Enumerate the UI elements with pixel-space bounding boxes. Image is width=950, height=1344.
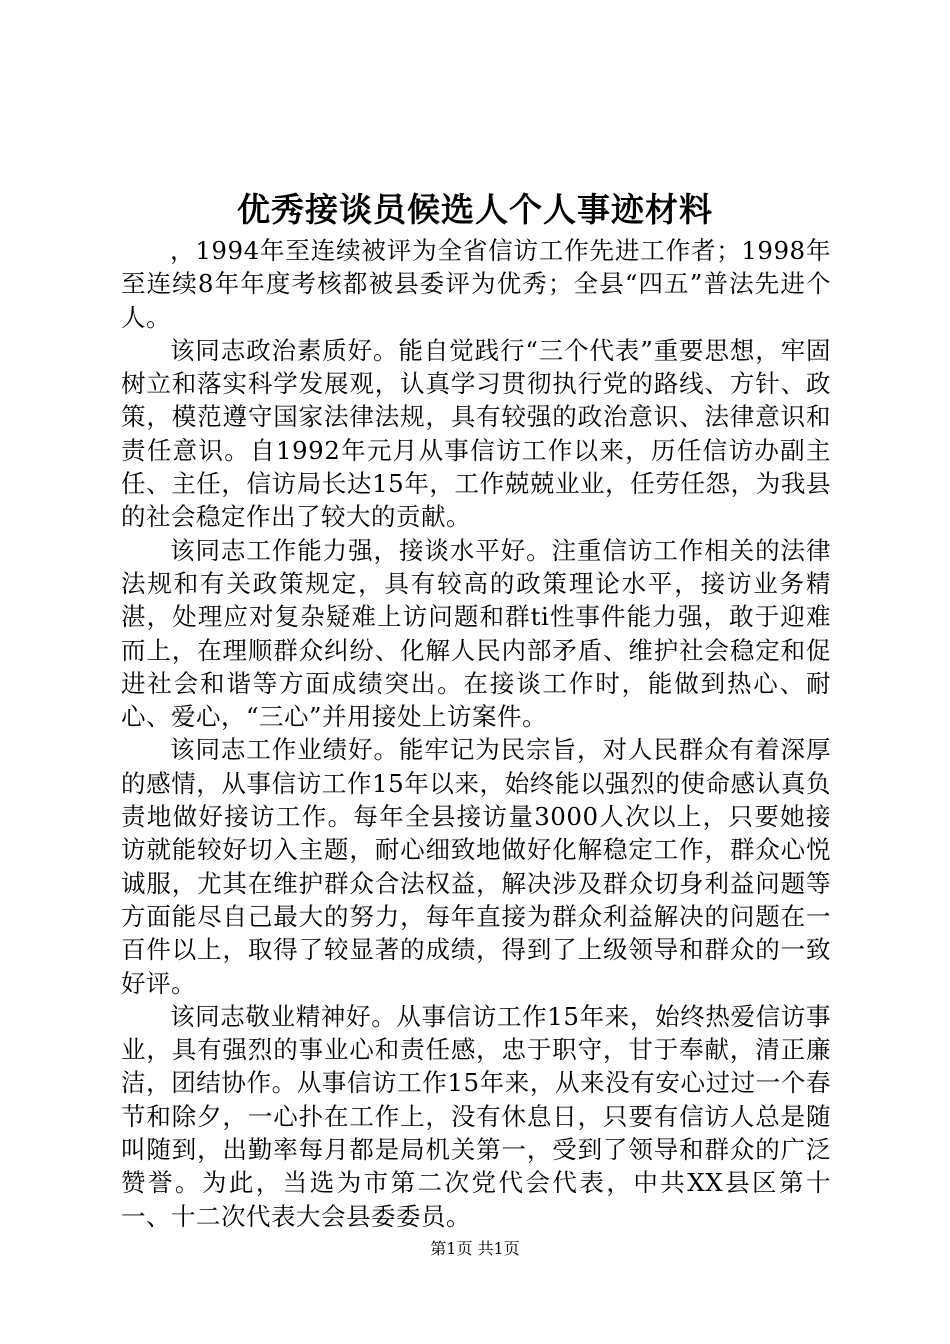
paragraph-political-quality: 该同志政治素质好。能自觉践行“三个代表”重要思想，牢固树立和落实科学发展观，认真学习贯彻执行党的路线、方针、政策，模范遵守国家法律法规，具有较强的政治意识、法律意识和责任意识。自1992年元月从事信访工作以来，历任信访办副主任、主任，信访局长达15年，工作兢兢业业，任劳任怨，为我县的社会稳定作出了较大的贡献。 <box>121 335 831 532</box>
paragraph-dedication: 该同志敬业精神好。从事信访工作15年来，始终热爱信访事业，具有强烈的事业心和责任感，忠于职守，甘于奉献，清正廉洁，团结协作。从事信访工作15年来，从来没有安心过过一个春节和除夕，一心扑在工作上，没有休息日，只要有信访人总是随叫随到，出勤率每月都是局机关第一，受到了领导和群众的广泛赞誉。为此，当选为市第二次党代会代表，中共XX县区第十一、十二次代表大会县委委员。 <box>121 1001 831 1231</box>
page-footer: 第1页 共1页 <box>430 1239 520 1258</box>
document-body <box>121 234 831 1233</box>
paragraph-work-performance: 该同志工作业绩好。能牢记为民宗旨，对人民群众有着深厚的感情，从事信访工作15年以来，始终能以强烈的使命感认真负责地做好接访工作。每年全县接访量3000人次以上，只要她接访就能较好切入主题，耐心细致地做好化解稳定工作，群众心悦诚服，尤其在维护群众合法权益，解决涉及群众切身利益问题等方面能尽自己最大的努力，每年直接为群众利益解决的问题在一百件以上，取得了较显著的成绩，得到了上级领导和群众的一致好评。 <box>121 735 831 998</box>
document-title: 优秀接谈员候选人个人事迹材料 <box>237 190 713 229</box>
paragraph-awards: ，1994年至连续被评为全省信访工作先进工作者；1998年至连续8年年度考核都被县委评为优秀；全县“四五”普法先进个人。 <box>121 236 831 332</box>
paragraph-work-ability: 该同志工作能力强，接谈水平好。注重信访工作相关的法律法规和有关政策规定，具有较高的政策理论水平，接访业务精湛，处理应对复杂疑难上访问题和群ti性事件能力强，敢于迎难而上，在理顺群众纠纷、化解人民内部矛盾、维护社会稳定和促进社会和谐等方面成绩突出。在接谈工作时，能做到热心、耐心、爱心，“三心”并用接处上访案件。 <box>121 535 831 732</box>
